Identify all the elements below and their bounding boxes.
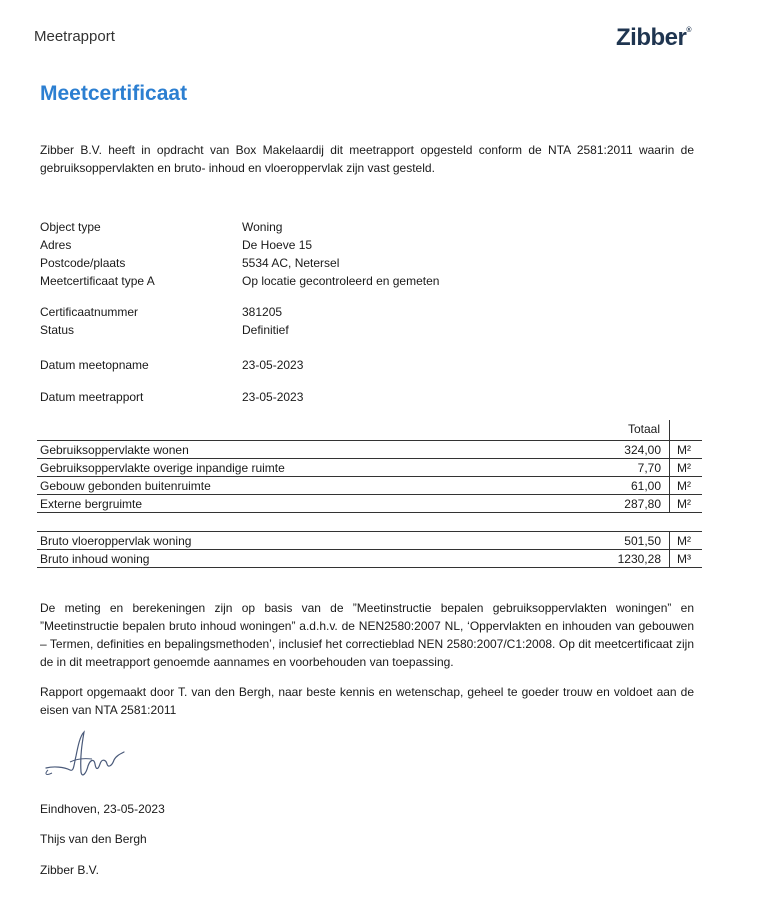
row-label: Externe bergruimte (40, 497, 143, 511)
table-row (37, 476, 702, 495)
intro-paragraph: Zibber B.V. heeft in opdracht van Box Makelaardij dit meetrapport opgesteld conform de NTA 2581:2011 waarin de gebruiksoppervlakten en bruto- inhoud en vloeroppervlak zijn vast gesteld. (40, 143, 694, 175)
table-rule (37, 512, 702, 513)
field-value: Definitief (242, 323, 289, 337)
row-label: Gebouw gebonden buitenruimte (40, 479, 211, 493)
closing-name: Thijs van den Bergh (40, 832, 147, 846)
signature-image (40, 726, 140, 786)
field-value: Woning (242, 220, 283, 234)
field-value: 23-05-2023 (242, 390, 304, 404)
table-row (37, 531, 702, 550)
row-unit: M² (677, 497, 691, 511)
table-row (37, 494, 702, 513)
row-unit: M² (677, 479, 691, 493)
row-unit: M² (677, 534, 691, 548)
field-value: 381205 (242, 305, 283, 319)
row-unit: M² (677, 443, 691, 457)
row-unit: M² (677, 461, 691, 475)
table-divider (669, 531, 670, 567)
field-label: Datum meetopname (40, 358, 149, 372)
table-row (37, 549, 702, 568)
field-label: Certificaatnummer (40, 305, 139, 319)
row-label: Gebruiksoppervlakte wonen (40, 443, 189, 457)
row-unit: M³ (677, 552, 691, 566)
field-label: Adres (40, 238, 72, 252)
field-label: Meetcertificaat type A (40, 274, 155, 288)
row-value: 1230,28 (617, 552, 661, 566)
table-divider (669, 420, 670, 440)
closing-place-date: Eindhoven, 23-05-2023 (40, 802, 165, 816)
field-label: Status (40, 323, 75, 337)
row-value: 501,50 (624, 534, 661, 548)
table-row (37, 458, 702, 477)
field-value: De Hoeve 15 (242, 238, 313, 252)
row-label: Gebruiksoppervlakte overige inpandige ruimte (40, 461, 285, 475)
row-label: Bruto inhoud woning (40, 552, 150, 566)
closing-company: Zibber B.V. (40, 863, 99, 877)
certificate-title: Meetcertificaat (40, 82, 188, 105)
table-header-total: Totaal (627, 422, 660, 436)
field-label: Postcode/plaats (40, 256, 126, 270)
document-header-title: Meetrapport (34, 28, 115, 45)
row-value: 61,00 (630, 479, 661, 493)
zibber-logo: Zibber® (616, 24, 692, 51)
table-divider (669, 440, 670, 512)
table-row (37, 440, 702, 459)
method-paragraph: De meting en berekeningen zijn op basis van de ”Meetinstructie bepalen gebruiksoppervlakten woningen” en ”Meetinstructie bepalen bruto inhoud woningen” a.d.h.v. de NEN2580:2007 NL, ‘Oppervlakten en inhouden van gebouwen – Termen, definities en bepalingsmethoden’, inclusief het correctieblad NEN 2580:2007/C1:2008. Op dit meetcertificaat zijn de in dit meetrapport genoemde aannames en voorbehouden van toepassing. (40, 601, 694, 669)
row-value: 287,80 (624, 497, 661, 511)
row-value: 7,70 (637, 461, 661, 475)
report-by-paragraph: Rapport opgemaakt door T. van den Bergh, naar beste kennis en wetenschap, geheel te goeder trouw en voldoet aan de eisen van NTA 2581:2011 (40, 685, 694, 717)
field-value: Op locatie gecontroleerd en gemeten (242, 274, 440, 288)
field-value: 5534 AC, Netersel (242, 256, 340, 270)
table-rule (37, 567, 702, 568)
field-label: Datum meetrapport (40, 390, 144, 404)
row-label: Bruto vloeroppervlak woning (40, 534, 192, 548)
row-value: 324,00 (624, 443, 661, 457)
field-label: Object type (40, 220, 101, 234)
field-value: 23-05-2023 (242, 358, 304, 372)
